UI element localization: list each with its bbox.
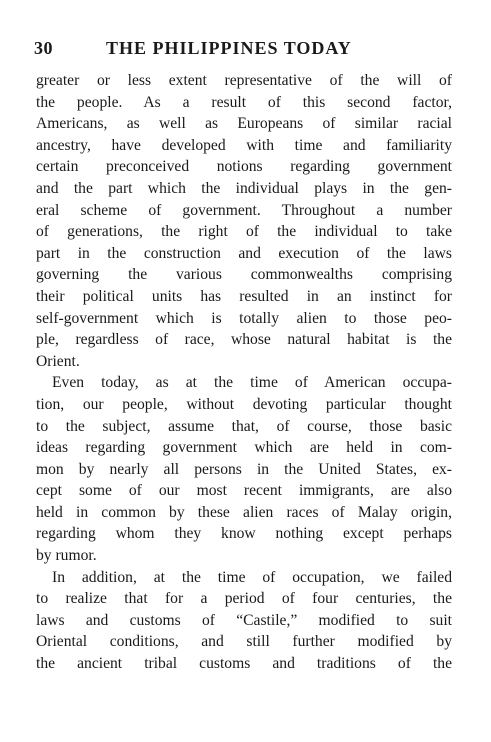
text-line: eral scheme of government. Throughout a number — [36, 201, 452, 219]
page-header — [34, 38, 454, 62]
body-text — [36, 70, 452, 675]
text-line: governing the various commonwealths comprising — [36, 266, 452, 284]
text-line: cept some of our most recent immigrants, are also — [36, 482, 452, 500]
text-line: regarding whom they know nothing except perhaps — [36, 525, 452, 543]
paragraph-1 — [36, 70, 452, 372]
text-line: Even today, as at the time of American occupa- — [52, 374, 452, 392]
text-line: tion, our people, without devoting particular thought — [36, 395, 452, 413]
text-line: In addition, at the time of occupation, we failed — [52, 568, 452, 586]
text-line: part in the construction and execution of the laws — [36, 244, 452, 262]
text-line: Oriental conditions, and still further modified by — [36, 633, 452, 651]
text-line: ple, regardless of race, whose natural habitat is the — [36, 331, 452, 349]
text-line: Orient. — [36, 352, 80, 370]
text-line: and the part which the individual plays in the gen- — [36, 179, 452, 197]
text-line: held in common by these alien races of Malay origin, — [36, 503, 452, 521]
text-line: to the subject, assume that, of course, those basic — [36, 417, 452, 435]
text-line: by rumor. — [36, 547, 97, 565]
paragraph-3 — [36, 567, 452, 675]
text-line: to realize that for a period of four centuries, the — [36, 590, 452, 608]
text-line: laws and customs of “Castile,” modified to suit — [36, 611, 452, 629]
text-line: greater or less extent representative of the will of — [36, 72, 452, 89]
text-line: ancestry, have developed with time and familiarity — [36, 136, 452, 154]
text-line: their political units has resulted in an instinct for — [36, 287, 452, 305]
text-line: Americans, as well as Europeans of similar racial — [36, 115, 452, 133]
running-head-title: THE PHILIPPINES TODAY — [106, 38, 352, 58]
page-number: 30 — [34, 38, 53, 58]
text-line: mon by nearly all persons in the United States, ex- — [36, 460, 452, 478]
paragraph-2 — [36, 372, 452, 566]
text-line: self-government which is totally alien to those peo- — [36, 309, 452, 327]
text-line: ideas regarding government which are held in com- — [36, 439, 452, 457]
text-line: the people. As a result of this second factor, — [36, 93, 452, 111]
text-line: the ancient tribal customs and traditions of the — [36, 655, 452, 673]
text-line: of generations, the right of the individual to take — [36, 223, 452, 241]
text-line: certain preconceived notions regarding government — [36, 158, 452, 176]
